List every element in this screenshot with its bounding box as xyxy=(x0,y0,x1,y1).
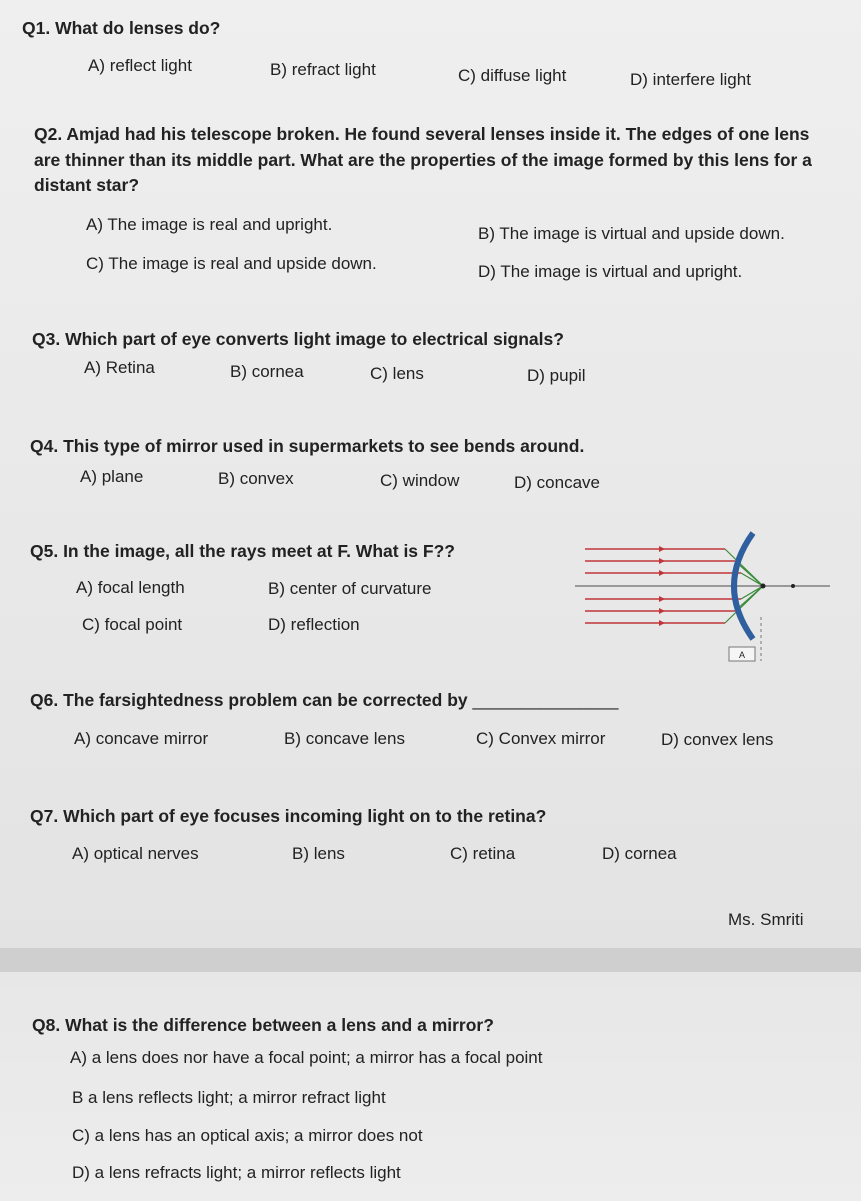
q6-option-b[interactable]: B) concave lens xyxy=(284,729,405,748)
question-2-stem-line-2: are thinner than its middle part. What are the properties of the image formed by this lens for a xyxy=(34,150,812,170)
q2-option-a[interactable]: A) The image is real and upright. xyxy=(86,215,333,234)
answer-blank[interactable]: _______________ xyxy=(472,690,619,710)
q5-option-a[interactable]: A) focal length xyxy=(76,578,185,597)
q7-option-c[interactable]: C) retina xyxy=(450,844,516,863)
q6-option-c[interactable]: C) Convex mirror xyxy=(476,729,606,748)
question-2-stem-line-3: distant star? xyxy=(34,175,140,195)
page-gap xyxy=(0,948,861,972)
q3-option-a[interactable]: A) Retina xyxy=(84,358,155,377)
q8-option-b[interactable]: B a lens reflects light; a mirror refract light xyxy=(72,1088,386,1107)
center-marker xyxy=(791,584,795,588)
q2-option-c[interactable]: C) The image is real and upside down. xyxy=(86,254,377,273)
q1-option-c[interactable]: C) diffuse light xyxy=(458,66,567,85)
q4-option-b[interactable]: B) convex xyxy=(218,469,294,488)
question-8-stem: Q8. What is the difference between a lens and a mirror? xyxy=(32,1015,494,1035)
question-1-stem: Q1. What do lenses do? xyxy=(22,18,221,38)
question-5-stem: Q5. In the image, all the rays meet at F. What is F?? xyxy=(30,541,455,561)
q7-option-d[interactable]: D) cornea xyxy=(602,844,677,863)
q4-option-a[interactable]: A) plane xyxy=(80,467,144,486)
q5-option-c[interactable]: C) focal point xyxy=(82,615,183,634)
q2-option-d[interactable]: D) The image is virtual and upright. xyxy=(478,262,743,281)
q1-option-d[interactable]: D) interfere light xyxy=(630,70,751,89)
q4-option-d[interactable]: D) concave xyxy=(514,473,600,492)
question-7-stem: Q7. Which part of eye focuses incoming light on to the retina? xyxy=(30,806,547,826)
q2-option-b[interactable]: B) The image is virtual and upside down. xyxy=(478,224,785,243)
q3-option-c[interactable]: C) lens xyxy=(370,364,424,383)
q3-option-b[interactable]: B) cornea xyxy=(230,362,304,381)
q7-option-b[interactable]: B) lens xyxy=(292,844,345,863)
q5-option-d[interactable]: D) reflection xyxy=(268,615,360,634)
concave-mirror-ray-diagram xyxy=(575,525,835,665)
focal-point-marker xyxy=(761,584,766,589)
q5-option-b[interactable]: B) center of curvature xyxy=(268,579,432,598)
label-box-text: A xyxy=(738,650,746,660)
q1-option-a[interactable]: A) reflect light xyxy=(88,56,192,75)
q6-option-d[interactable]: D) convex lens xyxy=(661,730,774,749)
teacher-signature: Ms. Smriti xyxy=(728,910,804,929)
q7-option-a[interactable]: A) optical nerves xyxy=(72,844,199,863)
question-6-stem xyxy=(30,690,619,710)
q6-option-a[interactable]: A) concave mirror xyxy=(74,729,209,748)
q4-option-c[interactable]: C) window xyxy=(380,471,460,490)
question-3-stem: Q3. Which part of eye converts light image to electrical signals? xyxy=(32,329,564,349)
q3-option-d[interactable]: D) pupil xyxy=(527,366,586,385)
q8-option-d[interactable]: D) a lens refracts light; a mirror reflects light xyxy=(72,1163,401,1182)
question-4-stem: Q4. This type of mirror used in supermarkets to see bends around. xyxy=(30,436,585,456)
q8-option-a[interactable]: A) a lens does nor have a focal point; a mirror has a focal point xyxy=(70,1048,543,1067)
question-2-stem-line-1: Q2. Amjad had his telescope broken. He found several lenses inside it. The edges of one lens xyxy=(34,124,810,144)
q8-option-c[interactable]: C) a lens has an optical axis; a mirror does not xyxy=(72,1126,423,1145)
question-6-stem-text: Q6. The farsightedness problem can be corrected by xyxy=(30,690,468,710)
q1-option-b[interactable]: B) refract light xyxy=(270,60,376,79)
